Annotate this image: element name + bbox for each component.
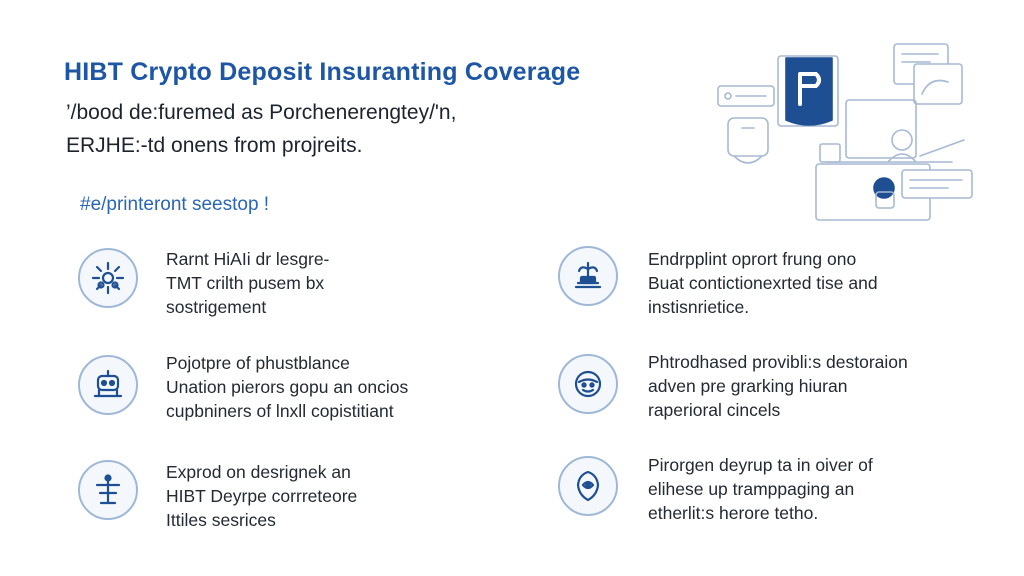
feature-line: TMT crilth pusem bx: [166, 273, 325, 293]
feature-item: [78, 248, 329, 319]
feature-line: Pojotpre of phustblance: [166, 353, 350, 373]
feature-line: Endrpplint oprort frung ono: [648, 249, 857, 269]
feature-text: [166, 351, 408, 423]
feature-text: [648, 247, 878, 319]
feature-text: [166, 247, 329, 319]
feature-line: elihese up tramppaging an: [648, 479, 855, 499]
feature-line: instisnrietice.: [648, 297, 750, 317]
feature-line: Unation pierors gopu an oncios: [166, 377, 409, 397]
feature-line: Buat contictionexrted tise and: [648, 273, 878, 293]
feature-text: [648, 453, 873, 525]
feature-line: sostrigement: [166, 297, 267, 317]
intro-line: ERJHE:-td onens from projreits.: [66, 134, 363, 157]
shield-swirl-icon: [558, 456, 618, 516]
workspace-illustration: [716, 38, 976, 228]
intro-text: [66, 96, 456, 162]
feature-text: [648, 350, 908, 422]
feature-item: [558, 456, 873, 525]
section-subheading: #e/printeront seestop !: [80, 194, 270, 215]
feature-line: etherlit:s herore tetho.: [648, 503, 819, 523]
burst-icon: [78, 248, 138, 308]
feature-line: Phtrodhased provibli:s destoraion: [648, 352, 908, 372]
feature-item: [558, 354, 908, 422]
feature-item: [78, 460, 357, 532]
page-title: HIBT Crypto Deposit Insuranting Coverage: [64, 58, 581, 86]
feature-line: cupbniners of lnxll copistitiant: [166, 401, 394, 421]
intro-line: ’/bood de:furemed as Porchenerengtey/'n,: [66, 101, 457, 124]
mask-face-icon: [558, 354, 618, 414]
feature-line: HIBT Deyrpe corrreteore: [166, 486, 358, 506]
balance-scale-icon: [78, 460, 138, 520]
feature-item: [78, 355, 408, 423]
feature-line: Rarnt HiAIi dr lesgre-: [166, 249, 330, 269]
feature-line: Ittiles sesrices: [166, 510, 276, 530]
feature-item: [558, 246, 878, 319]
feature-line: raperioral cincels: [648, 400, 781, 420]
feature-line: Exprod on desrignek an: [166, 462, 351, 482]
feature-line: Pirorgen deyrup ta in oiver of: [648, 455, 873, 475]
feature-text: [166, 460, 357, 532]
robot-face-icon: [78, 355, 138, 415]
feature-line: adven pre grarking hiuran: [648, 376, 848, 396]
hand-plant-icon: [558, 246, 618, 306]
